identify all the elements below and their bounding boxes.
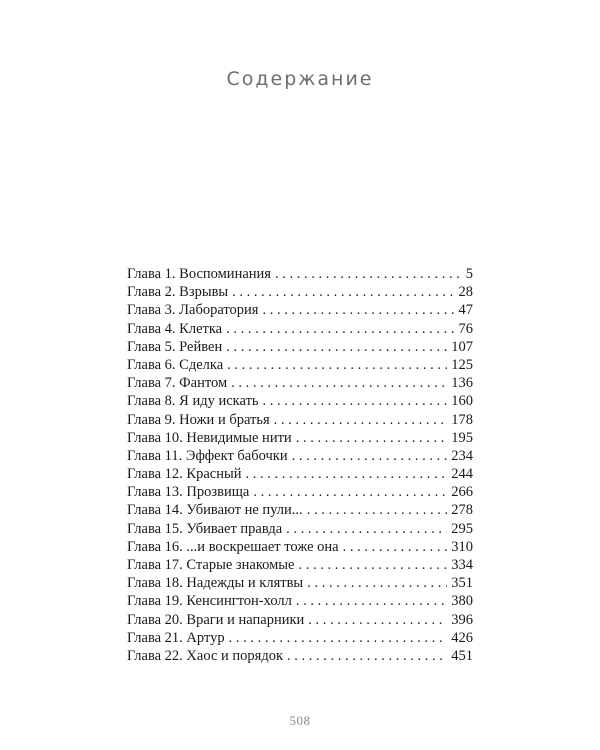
toc-entry — [127, 592, 473, 610]
dot-leader — [307, 574, 447, 592]
toc-entry-page: 178 — [451, 411, 473, 428]
toc-entry-title: Глава 9. Ножи и братья — [127, 411, 270, 428]
dot-leader — [229, 629, 448, 647]
toc-entry — [127, 283, 473, 301]
toc-entry-page: 310 — [451, 538, 473, 555]
toc-entry — [127, 338, 473, 356]
toc-entry — [127, 465, 473, 483]
table-of-contents — [127, 265, 473, 665]
toc-entry — [127, 429, 473, 447]
dot-leader — [246, 465, 448, 483]
toc-entry-page: 5 — [465, 266, 473, 282]
toc-entry — [127, 265, 473, 283]
toc-entry-page: 195 — [451, 429, 473, 446]
toc-entry — [127, 556, 473, 574]
dot-leader — [253, 483, 447, 501]
toc-entry — [127, 501, 473, 519]
toc-entry-title: Глава 5. Рейвен — [127, 338, 223, 355]
toc-entry-title: Глава 12. Красный — [127, 466, 242, 483]
toc-entry-page: 380 — [451, 593, 473, 610]
dot-leader — [232, 283, 454, 301]
toc-entry-page: 278 — [451, 502, 473, 519]
toc-entry-title: Глава 22. Хаос и порядок — [127, 647, 283, 664]
toc-entry — [127, 411, 473, 429]
toc-entry-title: Глава 13. Прозвища — [127, 484, 250, 501]
toc-entry — [127, 301, 473, 319]
dot-leader — [262, 301, 454, 319]
dot-leader — [286, 520, 447, 538]
toc-entry — [127, 538, 473, 556]
toc-entry-page: 351 — [451, 575, 473, 592]
toc-entry-title: Глава 21. Артур — [127, 629, 225, 646]
dot-leader — [292, 447, 448, 465]
dot-leader — [307, 501, 448, 519]
toc-entry-title: Глава 6. Сделка — [127, 356, 224, 373]
toc-entry-title: Глава 7. Фантом — [127, 375, 228, 392]
toc-entry-title: Глава 1. Воспоминания — [127, 266, 271, 282]
page-title: Содержание — [226, 68, 374, 90]
toc-entry-title: Глава 3. Лаборатория — [127, 302, 259, 319]
dot-leader — [308, 611, 447, 629]
toc-entry-page: 234 — [451, 447, 473, 464]
toc-entry — [127, 574, 473, 592]
dot-leader — [226, 338, 447, 356]
dot-leader — [298, 556, 447, 574]
toc-entry-page: 266 — [451, 484, 473, 501]
toc-entry-title: Глава 11. Эффект бабочки — [127, 447, 288, 464]
dot-leader — [263, 392, 448, 410]
toc-entry-title: Глава 4. Клетка — [127, 320, 223, 337]
dot-leader — [274, 411, 448, 429]
dot-leader — [287, 647, 447, 665]
toc-entry-title: Глава 17. Старые знакомые — [127, 557, 295, 573]
dot-leader — [226, 320, 454, 338]
dot-leader — [227, 356, 447, 374]
toc-entry-title: Глава 15. Убивает правда — [127, 520, 283, 537]
dot-leader — [231, 374, 447, 392]
toc-entry-page: 396 — [451, 611, 473, 628]
dot-leader — [296, 592, 447, 610]
toc-entry — [127, 392, 473, 410]
page-number: 508 — [289, 713, 311, 728]
toc-entry — [127, 447, 473, 465]
toc-entry-title: Глава 10. Невидимые нити — [127, 429, 292, 446]
toc-entry-title: Глава 16. ...и воскрешает тоже она — [127, 538, 339, 555]
dot-leader — [296, 429, 448, 447]
toc-entry-title: Глава 18. Надежды и клятвы — [127, 575, 304, 592]
toc-entry-title: Глава 8. Я иду искать — [127, 393, 259, 410]
toc-entry-page: 76 — [458, 320, 473, 337]
toc-entry-page: 244 — [451, 466, 473, 483]
toc-entry-page: 295 — [451, 520, 473, 537]
toc-entry — [127, 356, 473, 374]
toc-entry — [127, 647, 473, 665]
toc-entry-page: 125 — [451, 356, 473, 373]
toc-entry-page: 28 — [458, 284, 473, 301]
toc-entry-title: Глава 19. Кенсингтон-холл — [127, 593, 292, 610]
toc-entry-page: 47 — [458, 302, 473, 319]
toc-entry — [127, 483, 473, 501]
toc-entry-page: 426 — [451, 629, 473, 646]
toc-entry — [127, 320, 473, 338]
dot-leader — [343, 538, 448, 556]
toc-entry-page: 160 — [451, 393, 473, 410]
dot-leader — [275, 265, 462, 283]
toc-entry — [127, 374, 473, 392]
toc-entry-page: 136 — [451, 375, 473, 392]
toc-entry-page: 107 — [451, 338, 473, 355]
toc-entry — [127, 520, 473, 538]
toc-entry — [127, 629, 473, 647]
toc-entry-title: Глава 20. Враги и напарники — [127, 611, 305, 628]
toc-entry-page: 451 — [451, 647, 473, 664]
toc-entry — [127, 611, 473, 629]
toc-entry-title: Глава 14. Убивают не пули... — [127, 502, 303, 519]
toc-entry-title: Глава 2. Взрывы — [127, 284, 229, 301]
toc-entry-page: 334 — [451, 557, 473, 573]
